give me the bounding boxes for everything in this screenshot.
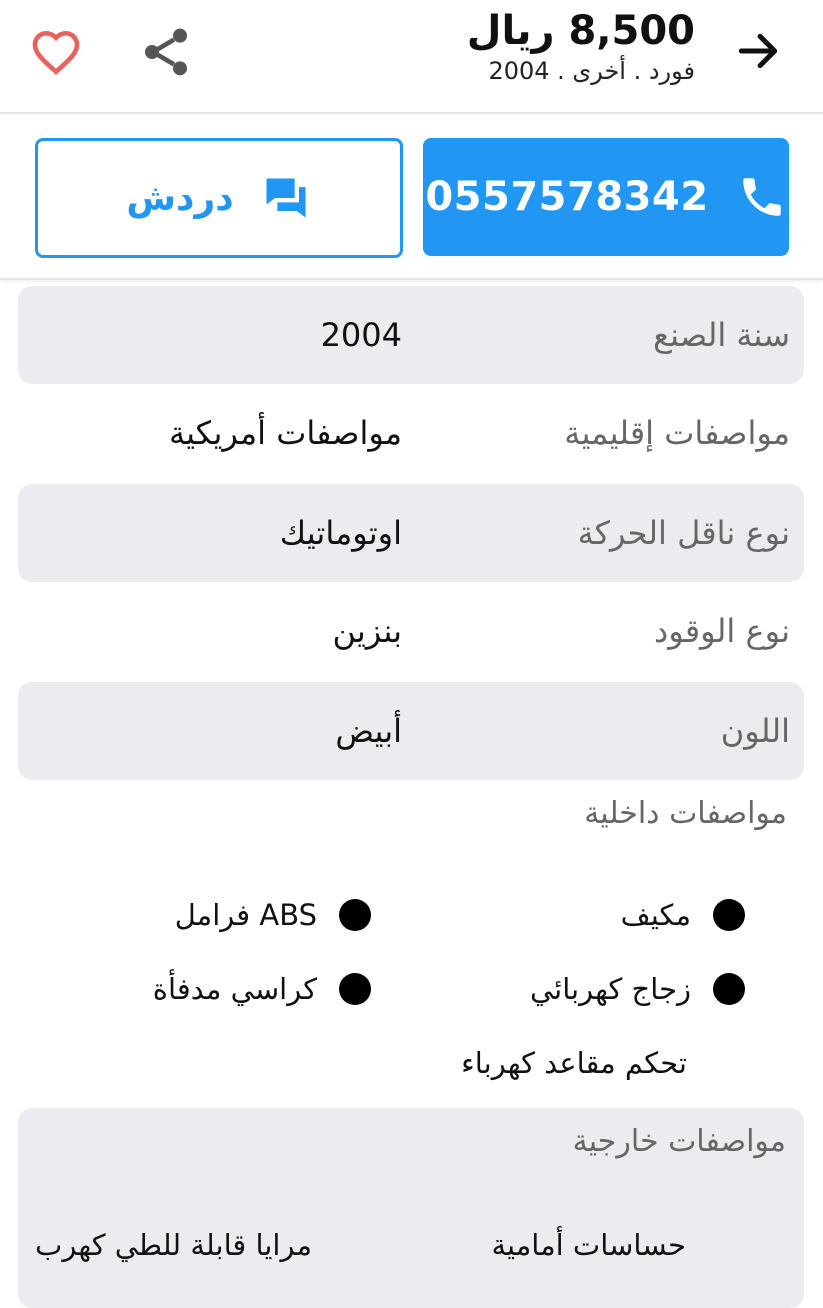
chat-button[interactable] [35, 138, 403, 258]
interior-section-title: مواصفات داخلية [584, 796, 787, 831]
arrow-right-icon [733, 26, 783, 76]
phone-number: 0557578342 [425, 174, 709, 220]
feature-label: زجاج كهربائي [529, 972, 691, 1006]
feature-label: حساسات أمامية [491, 1228, 686, 1262]
bullet-icon [713, 899, 745, 931]
feature-label: مكيف [620, 898, 691, 932]
listing-title-block [467, 6, 695, 86]
feature-label: كراسي مدفأة [152, 972, 317, 1006]
back-button[interactable] [733, 26, 783, 76]
spec-row-year [18, 286, 804, 384]
listing-price: 8,500 ريال [466, 8, 695, 54]
spec-value: بنزين [332, 612, 402, 650]
share-button[interactable] [138, 24, 194, 80]
feature-label: فرامل ABS [174, 898, 317, 932]
bullet-icon [339, 973, 371, 1005]
spec-row-transmission [18, 484, 804, 582]
feature-label: مرايا قابلة للطي كهرب [35, 1228, 312, 1262]
phone-icon [737, 172, 787, 222]
spec-row-regional-specs [18, 384, 804, 482]
top-app-bar [0, 0, 823, 114]
feature-item [621, 898, 745, 932]
spec-row-fuel [18, 582, 804, 680]
share-icon [138, 24, 194, 80]
spec-label: اللون [720, 712, 790, 750]
spec-label: نوع ناقل الحركة [577, 514, 790, 552]
spec-row-color [18, 682, 804, 780]
feature-item [153, 972, 371, 1006]
spec-value: أبيض [335, 712, 402, 750]
feature-item [530, 972, 745, 1006]
spec-label: سنة الصنع [653, 316, 790, 354]
bullet-icon [339, 899, 371, 931]
spec-value: 2004 [320, 316, 402, 354]
spec-label: نوع الوقود [654, 612, 790, 650]
listing-subtitle: فورد . أخرى . 2004 [488, 57, 695, 85]
heart-outline-icon [28, 24, 84, 80]
spec-label: مواصفات إقليمية [564, 414, 790, 452]
bullet-icon [713, 973, 745, 1005]
chat-bubbles-icon [260, 172, 312, 224]
exterior-section-title: مواصفات خارجية [572, 1124, 786, 1159]
call-button[interactable] [423, 138, 789, 256]
chat-button-label: دردش [126, 177, 234, 219]
spec-value: مواصفات أمريكية [168, 414, 402, 452]
spec-value: اوتوماتيك [279, 514, 402, 552]
feature-item [175, 898, 371, 932]
feature-label: تحكم مقاعد كهرباء [461, 1046, 687, 1080]
contact-actions [0, 114, 823, 280]
exterior-section [18, 1108, 804, 1308]
feature-item [461, 1046, 687, 1080]
favorite-button[interactable] [28, 24, 84, 80]
